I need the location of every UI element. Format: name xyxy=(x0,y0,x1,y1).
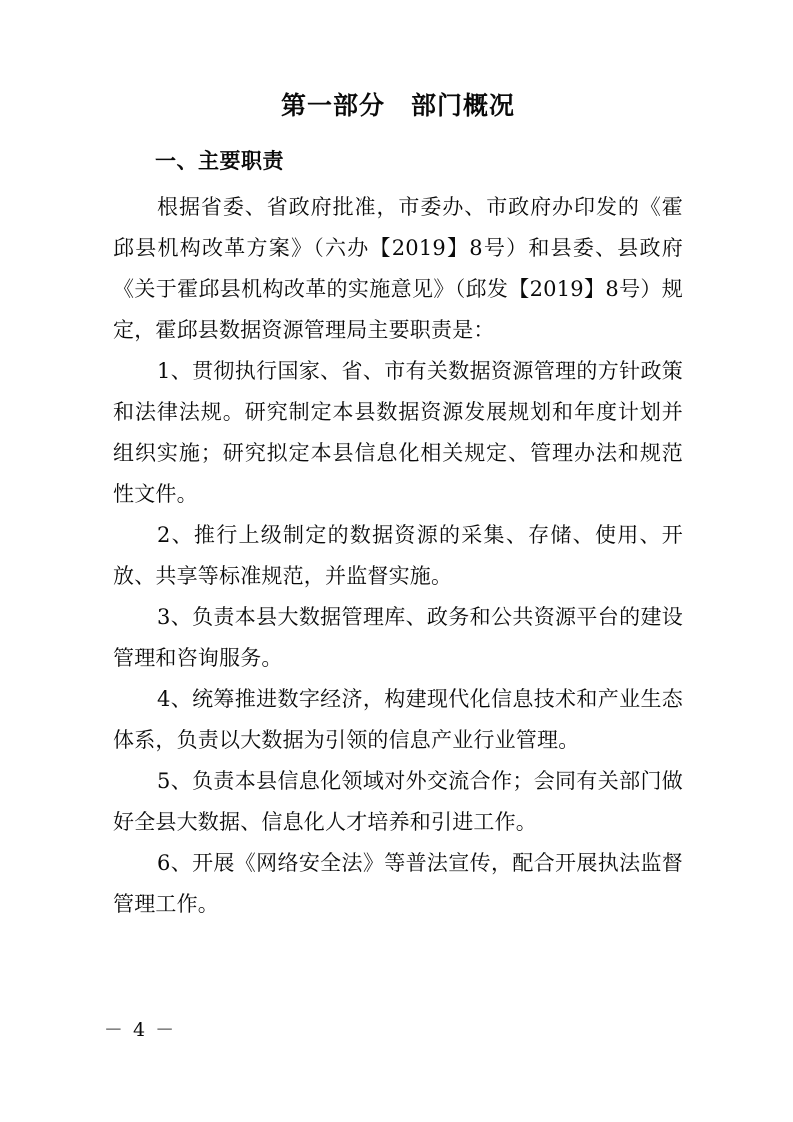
paragraph-duty-3: 3、负责本县大数据管理库、政务和公共资源平台的建设管理和咨询服务。 xyxy=(113,604,683,670)
paragraph-intro: 根据省委、省政府批准，市委办、市政府办印发的《霍邱县机构改革方案》（六办【2019】8号）和县委、县政府《关于霍邱县机构改革的实施意见》（邱发【2019】8号）规定，霍邱县数据资源管理局主要职责是： xyxy=(113,194,683,342)
paragraph-duty-2: 2、推行上级制定的数据资源的采集、存储、使用、开放、共享等标准规范，并监督实施。 xyxy=(113,522,683,588)
page-title-part-main: 第一部分 xyxy=(280,91,385,120)
section-heading: 一、主要职责 xyxy=(155,148,284,173)
page-title xyxy=(113,88,683,123)
paragraph-duty-6: 6、开展《网络安全法》等普法宣传，配合开展执法监督管理工作。 xyxy=(113,850,683,916)
paragraph-duty-4: 4、统筹推进数字经济，构建现代化信息技术和产业生态体系，负责以大数据为引领的信息产业行业管理。 xyxy=(113,686,683,752)
page-content xyxy=(113,88,683,925)
paragraph-duty-1: 1、贯彻执行国家、省、市有关数据资源管理的方针政策和法律法规。研究制定本县数据资源发展规划和年度计划并组织实施；研究拟定本县信息化相关规定、管理办法和规范性文件。 xyxy=(113,358,683,506)
paragraph-duty-5: 5、负责本县信息化领域对外交流合作；会同有关部门做好全县大数据、信息化人才培养和引进工作。 xyxy=(113,768,683,834)
page-title-part-sub: 部门概况 xyxy=(411,91,516,120)
page-number: － 4 － xyxy=(103,1019,177,1041)
